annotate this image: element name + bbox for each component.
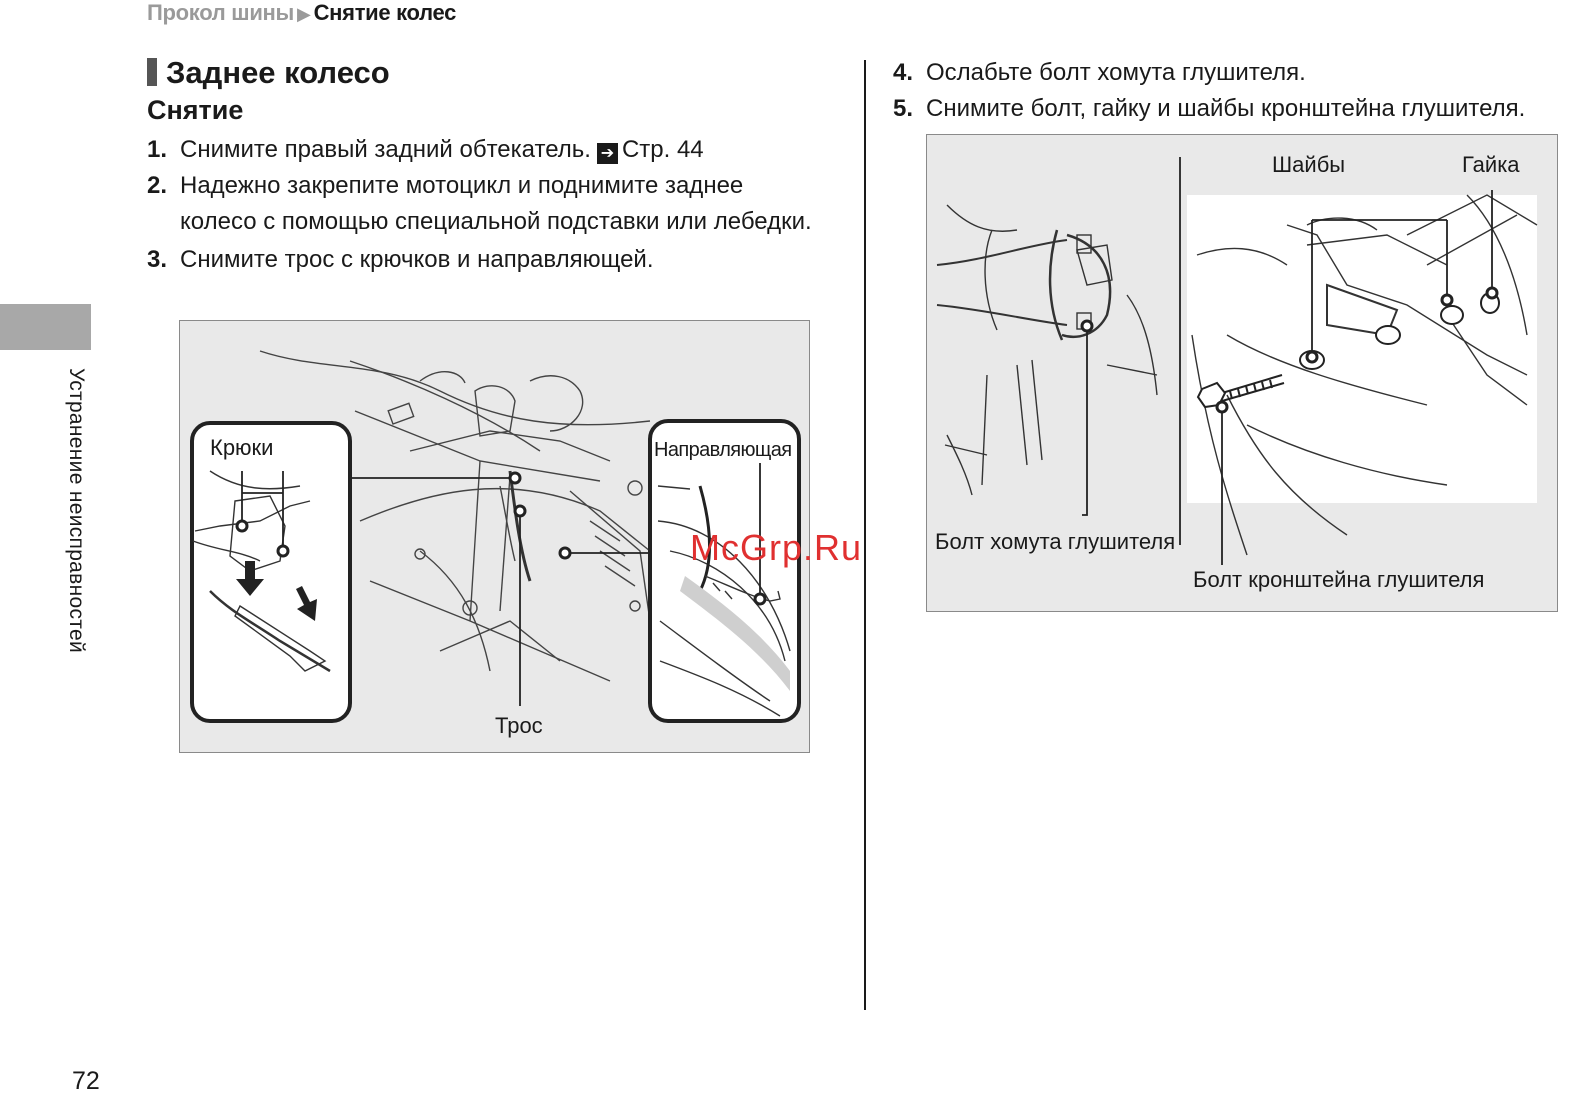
step-item <box>893 91 1573 127</box>
step-item <box>147 242 817 278</box>
heading-bar-icon <box>147 58 157 86</box>
step-number: 2. <box>147 172 168 199</box>
watermark: McGrp.Ru <box>690 527 863 568</box>
steps-list-right <box>893 55 1573 127</box>
section-title-text: Заднее колесо <box>166 55 390 90</box>
step-text: Ослабьте болт хомута глушителя. <box>926 59 1306 86</box>
section-title <box>147 55 390 91</box>
step-item <box>147 132 817 168</box>
label-washers: Шайбы <box>1272 152 1346 177</box>
breadcrumb <box>147 0 456 26</box>
subheading: Снятие <box>147 95 244 125</box>
breadcrumb-arrow-icon: ▶ <box>297 4 311 24</box>
page-reference-icon: ➔ <box>597 143 618 164</box>
step-item <box>893 55 1573 91</box>
step-text-body: Снимите правый задний обтекатель. <box>180 136 591 163</box>
step-number: 5. <box>893 95 914 122</box>
figure-muffler-removal <box>926 134 1558 612</box>
step-text: Снимите болт, гайку и шайбы кронштейна глушителя. <box>926 95 1526 122</box>
page-reference-link[interactable]: Стр. 44 <box>621 136 704 163</box>
breadcrumb-current: Снятие колес <box>313 0 457 25</box>
label-nut: Гайка <box>1462 152 1520 177</box>
page-number: 72 <box>72 1067 100 1095</box>
label-guide: Направляющая <box>654 439 792 461</box>
chapter-label: Устранение неисправностей <box>65 368 88 653</box>
column-divider <box>864 60 866 1010</box>
step-text <box>180 132 817 168</box>
step-item <box>147 168 817 240</box>
step-text: Надежно закрепите мотоцикл и поднимите заднее колесо с помощью специальной подставки или лебедки. <box>180 172 812 235</box>
label-bracket-bolt: Болт кронштейна глушителя <box>1193 567 1485 592</box>
label-clamp-bolt: Болт хомута глушителя <box>935 529 1176 554</box>
step-number: 1. <box>147 136 168 163</box>
label-cable: Трос <box>495 713 543 738</box>
steps-list-left <box>147 132 817 278</box>
label-hooks: Крюки <box>210 435 274 460</box>
section-tab-marker <box>0 304 91 350</box>
step-text: Снимите трос с крючков и направляющей. <box>180 246 654 273</box>
step-number: 4. <box>893 59 914 86</box>
step-number: 3. <box>147 246 168 273</box>
breadcrumb-parent[interactable]: Прокол шины <box>147 0 295 25</box>
